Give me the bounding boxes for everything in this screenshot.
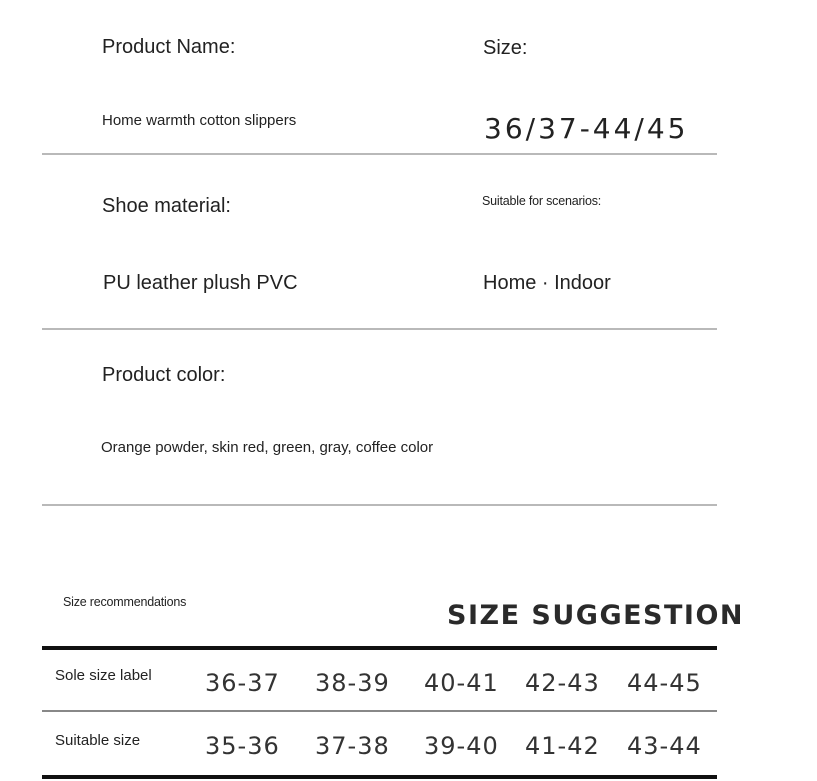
table-bottom-rule <box>42 775 717 779</box>
size-value: 36/37-44/45 <box>484 112 689 145</box>
size-label: Size: <box>483 37 528 59</box>
product-color-label: Product color: <box>102 364 226 386</box>
shoe-material-label: Shoe material: <box>102 195 231 217</box>
table-cell: 38-39 <box>315 669 390 697</box>
scenario-value: Home · Indoor <box>483 272 611 294</box>
table-cell: 44-45 <box>627 669 702 697</box>
table-cell: 39-40 <box>424 732 499 760</box>
table-cell: 43-44 <box>627 732 702 760</box>
table-cell: 35-36 <box>205 732 280 760</box>
scenario-label: Suitable for scenarios: <box>482 194 602 208</box>
row-label-sole-size: Sole size label <box>55 667 152 684</box>
table-cell: 41-42 <box>525 732 600 760</box>
product-color-value: Orange powder, skin red, green, gray, coffee color <box>101 439 434 456</box>
size-suggestion-heading: SIZE SUGGESTION <box>447 600 745 631</box>
row-label-suitable-size: Suitable size <box>55 732 141 749</box>
size-recommendations-caption: Size recommendations <box>63 595 187 609</box>
divider-3 <box>42 504 717 506</box>
table-cell: 37-38 <box>315 732 390 760</box>
shoe-material-value: PU leather plush PVC <box>103 272 298 294</box>
table-cell: 40-41 <box>424 669 499 697</box>
table-mid-rule <box>42 710 717 712</box>
divider-1 <box>42 153 717 155</box>
product-name-value: Home warmth cotton slippers <box>102 112 297 129</box>
table-top-rule <box>42 646 717 650</box>
table-cell: 42-43 <box>525 669 600 697</box>
table-cell: 36-37 <box>205 669 280 697</box>
divider-2 <box>42 328 717 330</box>
product-name-label: Product Name: <box>102 36 236 58</box>
